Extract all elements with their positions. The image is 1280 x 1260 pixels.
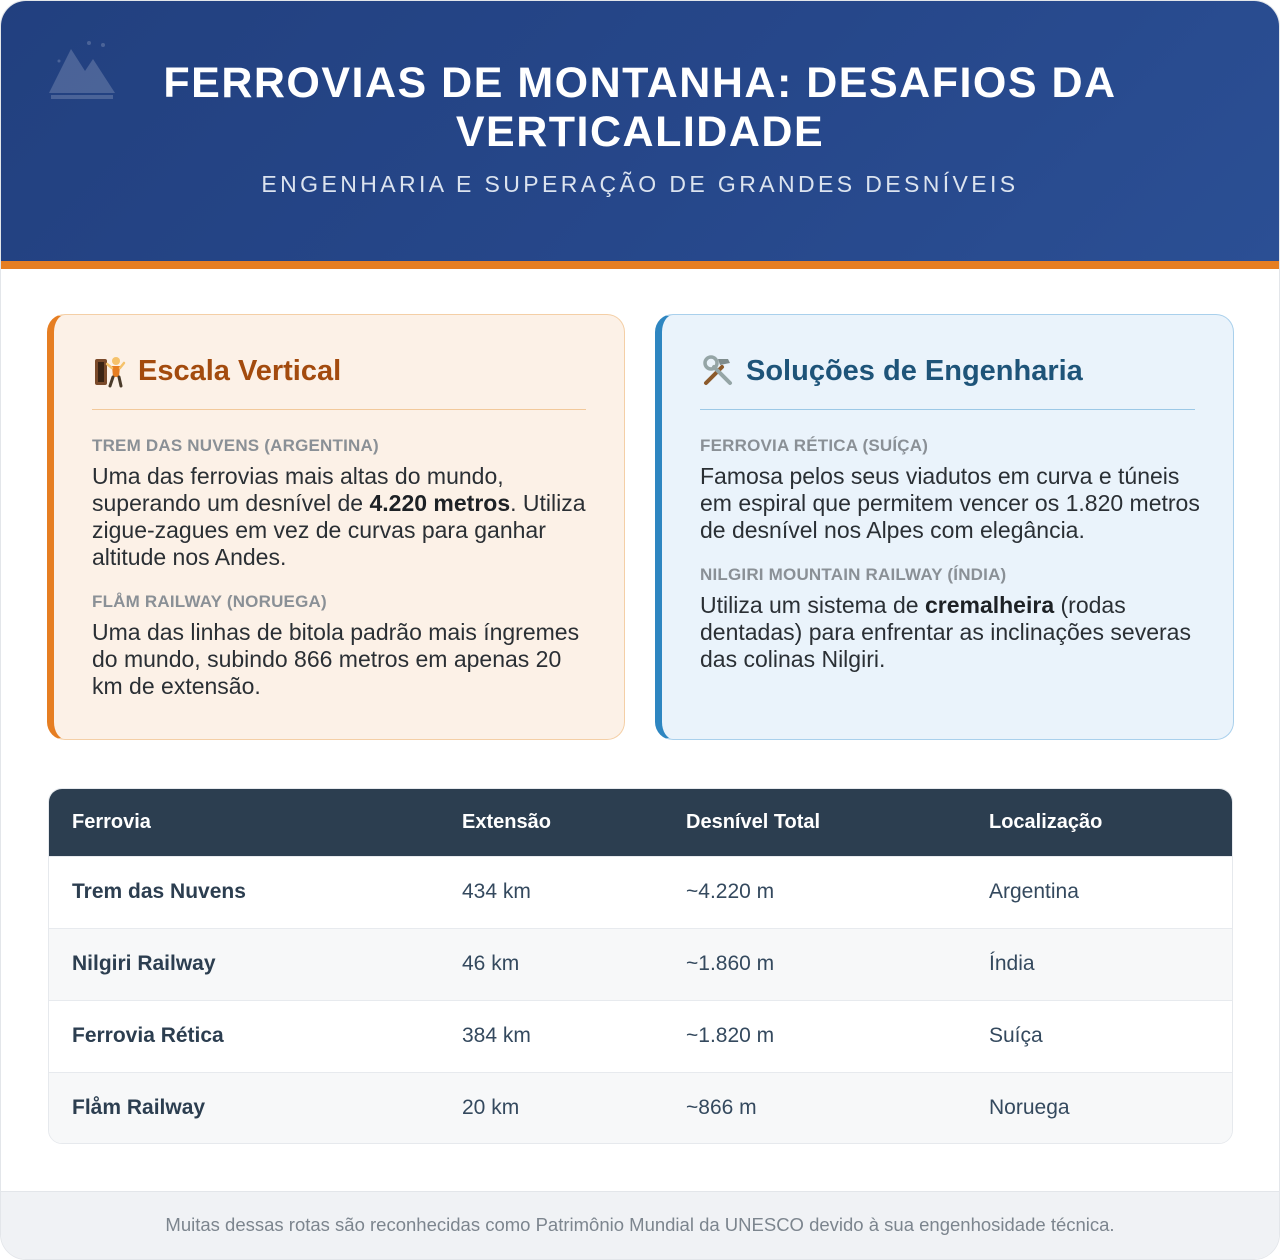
column-header: Extensão xyxy=(462,810,551,833)
cell-extensao: 384 km xyxy=(462,1024,531,1047)
data-table xyxy=(49,789,1232,1144)
section-text xyxy=(92,463,594,571)
tools-icon xyxy=(700,353,736,389)
column-header: Desnível Total xyxy=(686,810,821,833)
card-header xyxy=(92,351,586,410)
cell-extensao: 46 km xyxy=(462,952,520,975)
cell-localizacao: Índia xyxy=(989,952,1035,975)
table-row xyxy=(49,856,1232,928)
section-label: NILGIRI MOUNTAIN RAILWAY (ÍNDIA) xyxy=(700,565,1007,584)
cell-localizacao: Noruega xyxy=(989,1096,1070,1120)
cell-ferrovia: Flåm Railway xyxy=(72,1096,206,1120)
card-body xyxy=(700,435,1203,693)
climber-icon xyxy=(92,353,128,389)
cell-ferrovia: Ferrovia Rética xyxy=(72,1024,224,1047)
card-body xyxy=(92,435,594,720)
cell-desnivel: ~4.220 m xyxy=(686,880,775,903)
section-text: Uma das linhas de bitola padrão mais íngremes do mundo, subindo 866 metros em apenas 20 km de extensão. xyxy=(92,619,580,699)
table-row xyxy=(49,928,1232,1000)
section-label: TREM DAS NUVENS (ARGENTINA) xyxy=(92,436,379,455)
table-header-row xyxy=(49,789,1232,856)
text-part: . Utiliza zigue-zagues em vez de curvas para ganhar altitude nos Andes. xyxy=(92,490,586,570)
section-ferrovia-retica xyxy=(700,435,1203,544)
text-part: Uma das ferrovias mais altas do mundo, superando um desnível de xyxy=(92,463,504,516)
footer xyxy=(1,1191,1279,1260)
table-row xyxy=(49,1072,1232,1144)
table-row xyxy=(49,1000,1232,1072)
card-header xyxy=(700,351,1195,410)
cell-desnivel: ~1.860 m xyxy=(686,952,775,975)
cell-extensao: 20 km xyxy=(462,1096,520,1120)
page-title: FERROVIAS DE MONTANHA: DESAFIOS DA VERTICALIDADE xyxy=(163,59,1117,156)
cell-desnivel: ~866 m xyxy=(686,1096,757,1120)
column-header: Ferrovia xyxy=(72,810,151,833)
section-label: FLÅM RAILWAY (NORUEGA) xyxy=(92,592,327,611)
header-banner xyxy=(1,1,1279,269)
railway-table xyxy=(48,788,1233,1144)
card-title: Soluções de Engenharia xyxy=(746,355,1083,387)
footer-note: Muitas dessas rotas são reconhecidas como Patrimônio Mundial da UNESCO devido à sua engenhosidade técnica. xyxy=(165,1214,1115,1235)
page-subtitle: ENGENHARIA E SUPERAÇÃO DE GRANDES DESNÍVEIS xyxy=(261,171,1019,197)
text-part: Utiliza um sistema de xyxy=(700,592,925,618)
section-flam-railway xyxy=(92,591,594,700)
section-text: Famosa pelos seus viadutos em curva e túneis em espiral que permitem vencer os 1.820 metros de desnível nos Alpes com elegância. xyxy=(700,463,1200,543)
cell-localizacao: Argentina xyxy=(989,880,1079,903)
highlight-text: 4.220 metros xyxy=(369,490,511,516)
cell-ferrovia: Trem das Nuvens xyxy=(72,880,246,903)
section-label: FERROVIA RÉTICA (SUÍÇA) xyxy=(700,436,929,455)
cell-ferrovia: Nilgiri Railway xyxy=(72,952,216,975)
card-escala-vertical xyxy=(47,314,625,740)
section-trem-das-nuvens xyxy=(92,435,594,571)
column-header: Localização xyxy=(989,810,1103,833)
section-text xyxy=(700,592,1203,673)
text-part: (rodas dentadas) para enfrentar as inclinações severas das colinas Nilgiri. xyxy=(700,592,1191,672)
cell-desnivel: ~1.820 m xyxy=(686,1024,775,1047)
cell-localizacao: Suíça xyxy=(989,1024,1043,1047)
card-title: Escala Vertical xyxy=(138,355,342,387)
section-nilgiri xyxy=(700,564,1203,673)
cell-extensao: 434 km xyxy=(462,880,531,903)
highlight-text: cremalheira xyxy=(924,592,1055,618)
card-solucoes-engenharia xyxy=(655,314,1234,740)
